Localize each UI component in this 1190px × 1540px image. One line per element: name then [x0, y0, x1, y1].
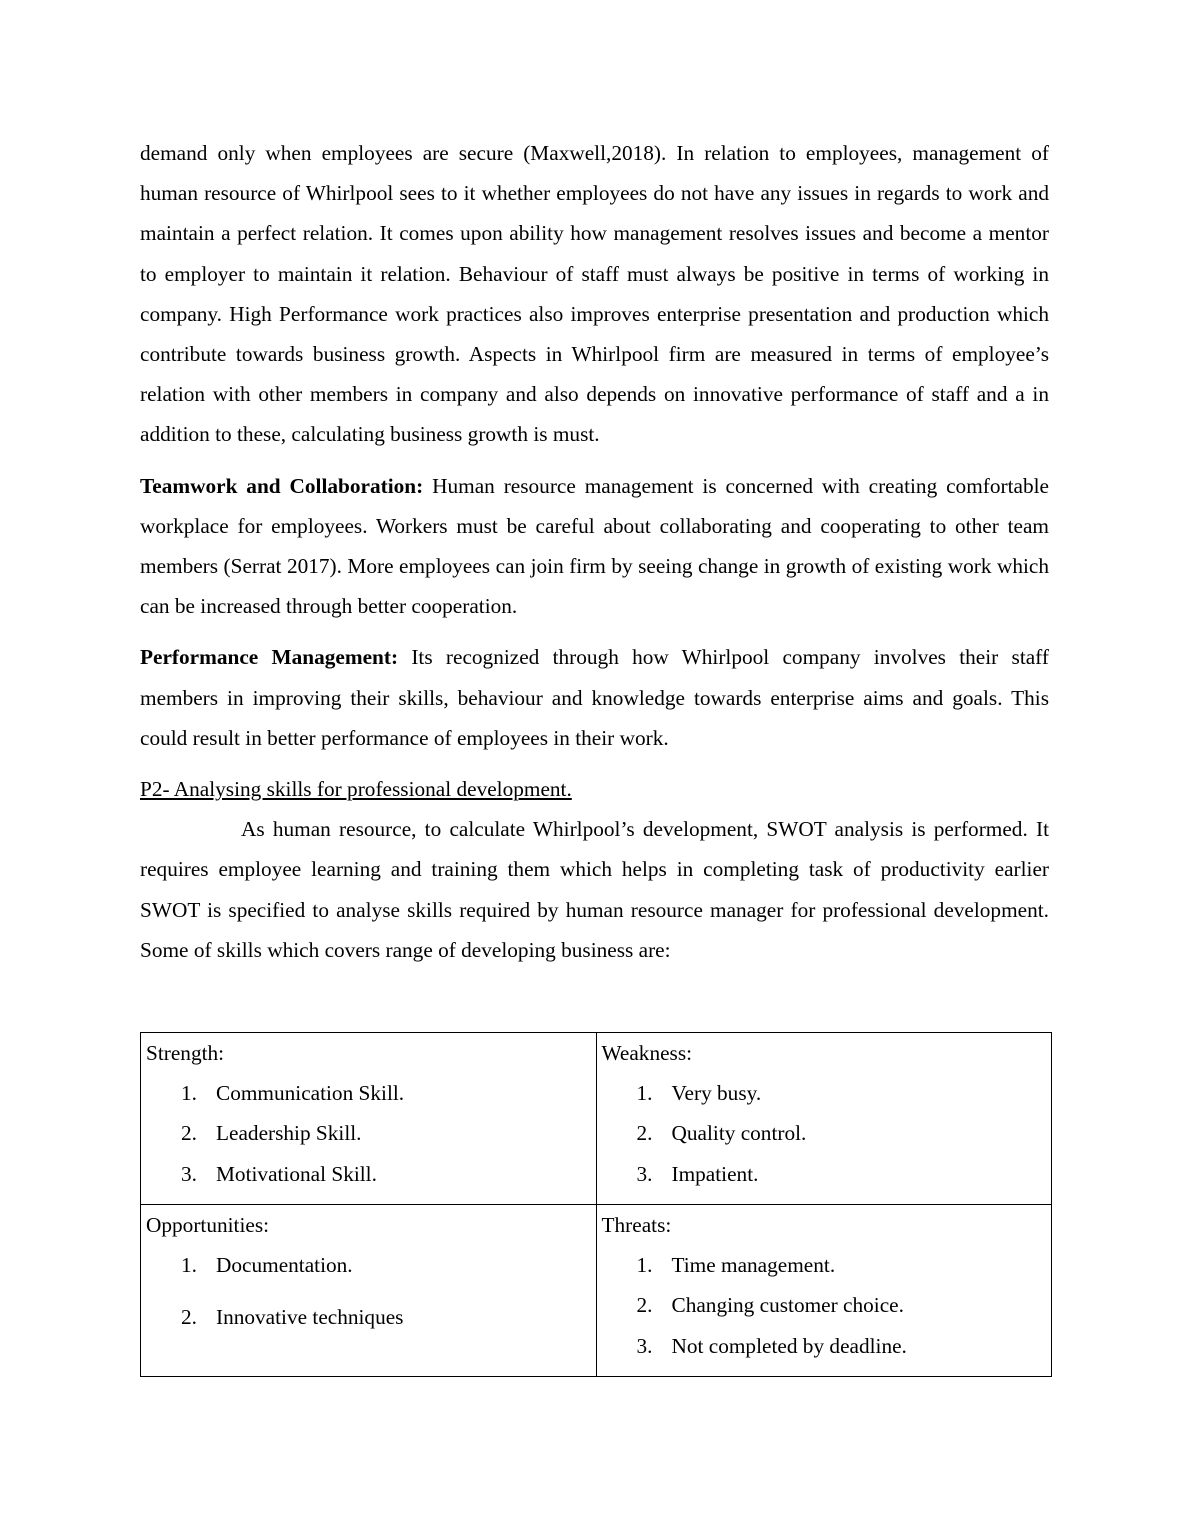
list-item-text: Not completed by deadline.	[671, 1333, 907, 1358]
list-number: 2.	[636, 1293, 653, 1318]
list-item-text: Very busy.	[671, 1081, 762, 1106]
list-item-text: Impatient.	[671, 1161, 759, 1186]
list-item	[602, 1245, 1047, 1285]
weakness-cell	[596, 1033, 1052, 1205]
swot-row	[141, 1033, 1052, 1205]
list-number: 1.	[636, 1081, 653, 1106]
list-item	[602, 1285, 1047, 1325]
swot-table	[140, 1032, 1052, 1377]
document-body	[140, 133, 1049, 970]
list-number: 1.	[181, 1081, 197, 1106]
list-item	[146, 1297, 591, 1337]
list-number: 1.	[181, 1253, 197, 1278]
threats-title: Threats:	[601, 1213, 672, 1237]
teamwork-text: Human resource management is concerned with creating comfortable workplace for employees. Workers must be careful about collaborating and cooperating to other team members (Serrat 2017). More employees can join firm by seeing change in growth of existing work which can be increased through better cooperation.	[140, 473, 1049, 619]
list-number: 2.	[181, 1121, 197, 1146]
strength-cell	[141, 1033, 597, 1205]
list-item-text: Innovative techniques	[216, 1305, 404, 1330]
list-number: 1.	[636, 1253, 653, 1278]
list-item	[146, 1154, 591, 1194]
list-item	[146, 1073, 591, 1113]
list-item-text: Motivational Skill.	[216, 1161, 377, 1186]
paragraph-performance	[140, 637, 1049, 758]
opportunities-list	[146, 1245, 591, 1337]
swot-row	[141, 1205, 1052, 1377]
weakness-title: Weakness:	[601, 1041, 693, 1065]
paragraph-swot-intro: As human resource, to calculate Whirlpool’s development, SWOT analysis is performed. It requires employee learning and training them which helps in completing task of productivity earlier SWOT is specified to analyse skills required by human resource manager for professional development. Some of skills which covers range of developing business are:	[140, 817, 1049, 962]
weakness-list	[602, 1073, 1047, 1194]
opportunities-title: Opportunities:	[146, 1213, 270, 1237]
list-item	[602, 1073, 1047, 1113]
performance-text: Its recognized through how Whirlpool company involves their staff members in improving their skills, behaviour and knowledge towards enterprise aims and goals. This could result in better performance of employees in their work.	[140, 645, 1049, 750]
list-item-text: Leadership Skill.	[216, 1121, 362, 1146]
list-number: 3.	[636, 1333, 653, 1358]
paragraph-teamwork	[140, 466, 1049, 627]
list-item-text: Time management.	[671, 1253, 836, 1278]
list-number: 3.	[181, 1161, 197, 1186]
performance-label: Performance Management:	[140, 645, 399, 670]
list-item-text: Quality control.	[671, 1121, 807, 1146]
list-item-text: Communication Skill.	[216, 1081, 405, 1106]
threats-list	[602, 1245, 1047, 1366]
section-heading: P2- Analysing skills for professional development.	[140, 777, 572, 802]
list-item	[602, 1154, 1047, 1194]
list-item-text: Documentation.	[216, 1253, 353, 1278]
teamwork-label: Teamwork and Collaboration:	[140, 473, 424, 498]
strength-title: Strength:	[146, 1041, 225, 1065]
list-item	[602, 1326, 1047, 1366]
list-item	[602, 1113, 1047, 1153]
opportunities-cell	[141, 1205, 597, 1377]
list-item	[146, 1113, 591, 1153]
list-number: 3.	[636, 1161, 653, 1186]
strength-list	[146, 1073, 591, 1194]
threats-cell	[596, 1205, 1052, 1377]
list-item-text: Changing customer choice.	[671, 1293, 904, 1318]
paragraph-employee-relations: demand only when employees are secure (Maxwell,2018). In relation to employees, management of human resource of Whirlpool sees to it whether employees do not have any issues in regards to work and maintain a perfect relation. It comes upon ability how management resolves issues and become a mentor to employer to maintain it relation. Behaviour of staff must always be positive in terms of working in company. High Performance work practices also improves enterprise presentation and production which contribute towards business growth. Aspects in Whirlpool firm are measured in terms of employee’s relation with other members in company and also depends on innovative performance of staff and a in addition to these, calculating business growth is must.	[140, 141, 1049, 447]
list-number: 2.	[636, 1121, 653, 1146]
list-item	[146, 1245, 591, 1285]
list-number: 2.	[181, 1305, 197, 1330]
